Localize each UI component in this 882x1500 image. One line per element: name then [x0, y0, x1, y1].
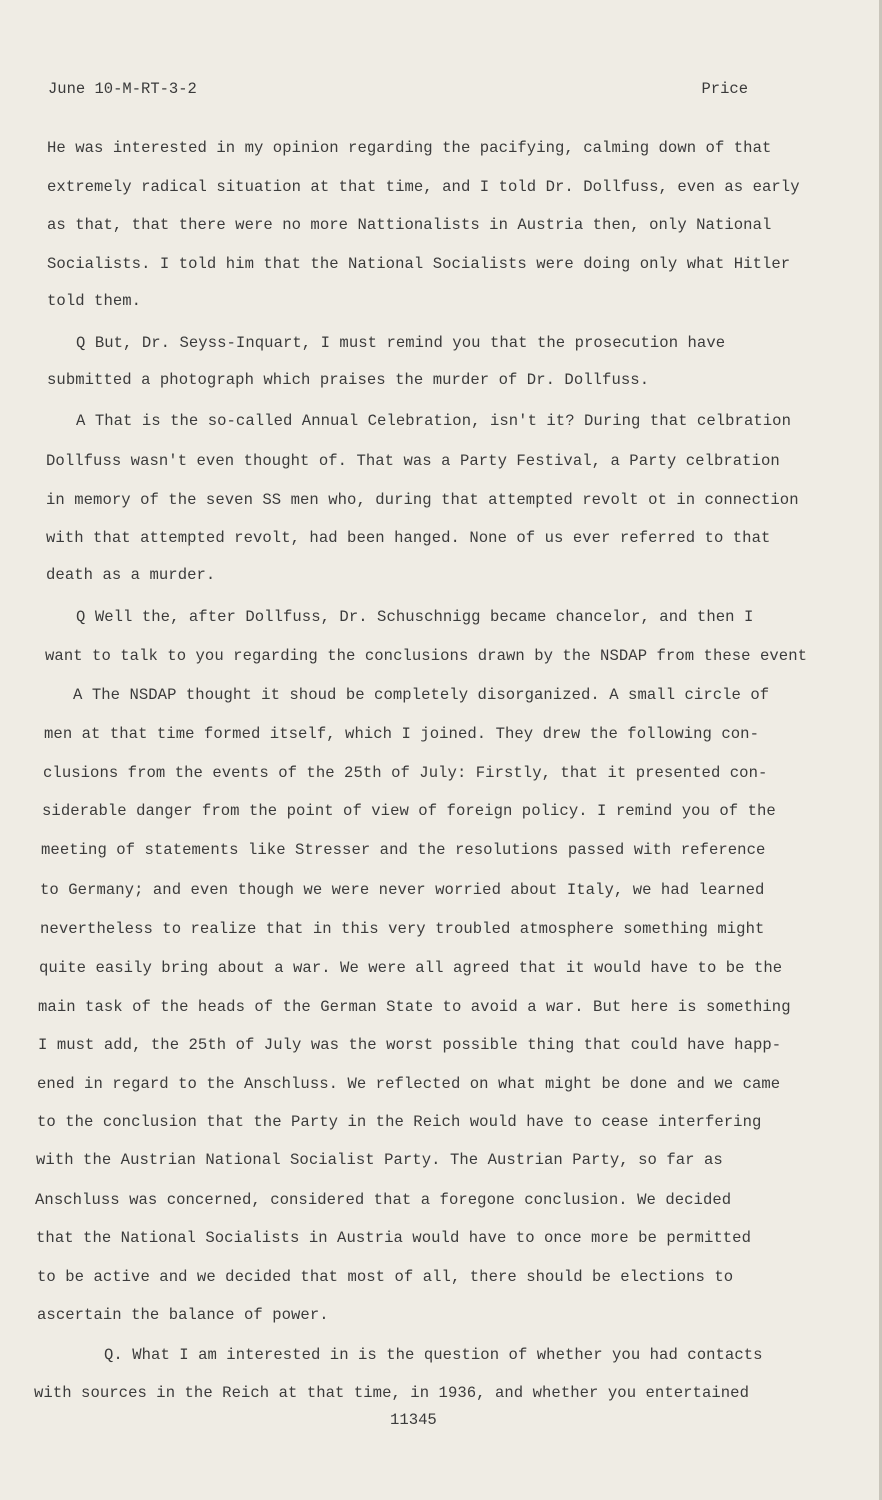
text-line: submitted a photograph which praises the murder of Dr. Dollfuss.	[47, 371, 650, 389]
text-line: quite easily bring about a war. We were all agreed that it would have to be the	[39, 959, 783, 977]
text-line: Q But, Dr. Seyss-Inquart, I must remind you that the prosecution have	[76, 334, 726, 352]
text-line: ened in regard to the Anschluss. We reflected on what might be done and we came	[37, 1075, 781, 1093]
text-line: Dollfuss wasn't even thought of. That was a Party Festival, a Party celbration	[46, 452, 780, 470]
text-line: A That is the so-called Annual Celebration, isn't it? During that celbration	[76, 412, 791, 430]
text-line: I must add, the 25th of July was the worst possible thing that could have happ-	[38, 1036, 782, 1054]
text-line: A The NSDAP thought it shoud be completely disorganized. A small circle of	[73, 686, 770, 704]
text-line: to Germany; and even though we were never worried about Italy, we had learned	[40, 881, 765, 899]
text-line: clusions from the events of the 25th of July: Firstly, that it presented con-	[43, 764, 768, 782]
text-line: Anschluss was concerned, considered that a foregone conclusion. We decided	[35, 1191, 732, 1209]
text-line: in memory of the seven SS men who, during that attempted revolt ot in connection	[46, 491, 799, 509]
text-line: He was interested in my opinion regarding the pacifying, calming down of that	[47, 139, 772, 157]
text-line: Q Well the, after Dollfuss, Dr. Schuschnigg became chancelor, and then I	[76, 608, 754, 626]
speaker-name: Price	[701, 80, 748, 98]
text-line: with the Austrian National Socialist Party. The Austrian Party, so far as	[36, 1151, 723, 1169]
text-line: men at that time formed itself, which I joined. They drew the following con-	[44, 725, 759, 743]
text-line: told them.	[47, 292, 142, 310]
text-line: nevertheless to realize that in this very troubled atmosphere something might	[40, 920, 765, 938]
text-line: extremely radical situation at that time, and I told Dr. Dollfuss, even as early	[47, 178, 800, 196]
text-line: main task of the heads of the German State to avoid a war. But here is something	[38, 998, 791, 1016]
text-line: want to talk to you regarding the conclusions drawn by the NSDAP from these event	[45, 647, 808, 665]
text-line: with sources in the Reich at that time, in 1936, and whether you entertained	[34, 1384, 749, 1402]
text-line: that the National Socialists in Austria would have to once more be permitted	[36, 1229, 751, 1247]
text-line: Q. What I am interested in is the question of whether you had contacts	[104, 1346, 763, 1364]
text-line: siderable danger from the point of view of foreign policy. I remind you of the	[42, 802, 776, 820]
text-line: to be active and we decided that most of all, there should be elections to	[37, 1268, 734, 1286]
text-line: Socialists. I told him that the National Socialists were doing only what Hitler	[47, 255, 791, 273]
document-reference: June 10-M-RT-3-2	[48, 80, 197, 98]
text-line: with that attempted revolt, had been hanged. None of us ever referred to that	[46, 529, 771, 547]
text-line: ascertain the balance of power.	[37, 1306, 329, 1324]
text-line: to the conclusion that the Party in the Reich would have to cease interfering	[37, 1113, 762, 1131]
text-line: meeting of statements like Stresser and the resolutions passed with reference	[41, 841, 766, 859]
page-number: 11345	[390, 1411, 437, 1429]
text-line: death as a murder.	[46, 566, 216, 584]
text-line: as that, that there were no more Nattionalists in Austria then, only National	[47, 216, 772, 234]
